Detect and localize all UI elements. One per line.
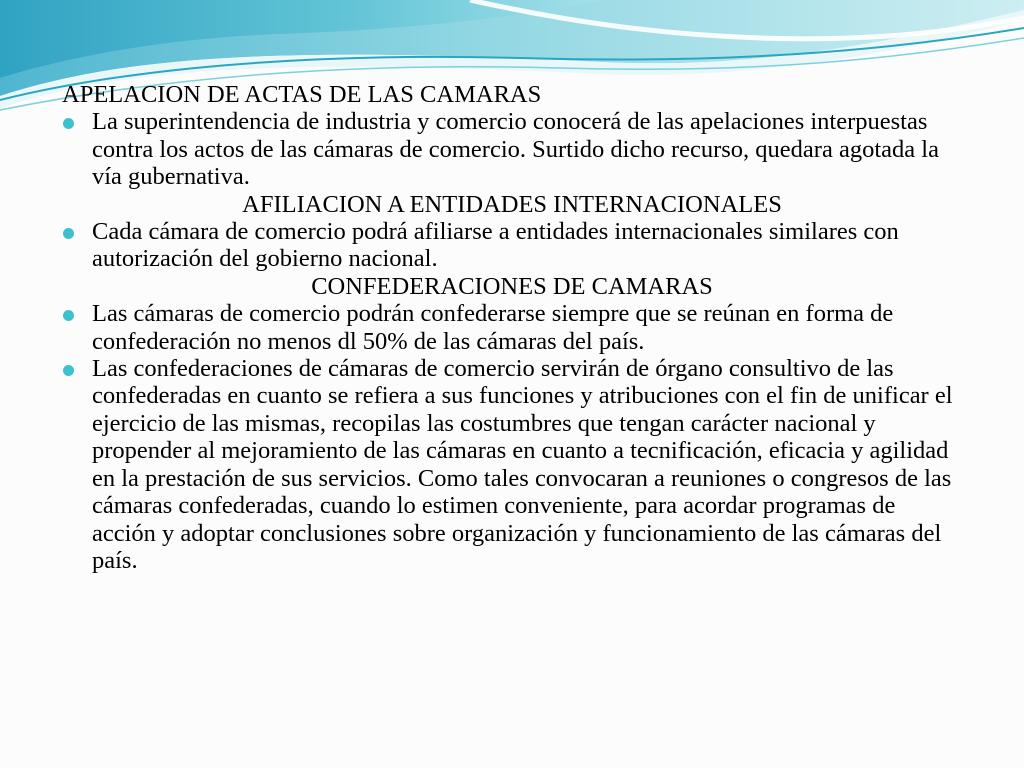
heading-apelacion: APELACION DE ACTAS DE LAS CAMARAS bbox=[62, 81, 542, 108]
slide-content bbox=[62, 81, 962, 574]
bullet-text: La superintendencia de industria y comercio conocerá de las apelaciones interpuestas contra los actos de las cámaras de comercio. Surtido dicho recurso, quedara agotada la vía gubernativa. bbox=[92, 108, 939, 191]
heading-afiliacion: AFILIACION A ENTIDADES INTERNACIONALES bbox=[242, 190, 782, 218]
bullet-list-1 bbox=[62, 108, 962, 190]
bullet-item bbox=[62, 355, 962, 574]
bullet-text: Las confederaciones de cámaras de comercio servirán de órgano consultivo de las confederadas en cuanto se refiera a sus funciones y atribuciones con el fin de unificar el ejercicio de las mismas, recopilas las costumbres que tengan carácter nacional y propender al mejoramiento de las cámaras en cuanto a tecnificación, eficacia y agilidad en la prestación de sus servicios. Como tales convocaran a reuniones o congresos de las cámaras confederadas, cuando lo estimen conveniente, para acordar programas de acción y adoptar conclusiones sobre organización y funcionamiento de las cámaras del país. bbox=[92, 355, 953, 574]
bullet-item bbox=[62, 108, 962, 190]
heading-confederaciones: CONFEDERACIONES DE CAMARAS bbox=[311, 272, 713, 300]
bullet-dot-icon bbox=[63, 365, 74, 376]
bullet-text: Las cámaras de comercio podrán confederarse siempre que se reúnan en forma de confederación no menos dl 50% de las cámaras del país. bbox=[92, 300, 894, 355]
bullet-item bbox=[62, 300, 962, 355]
bullet-dot-icon bbox=[63, 310, 74, 321]
bullet-list-3 bbox=[62, 300, 962, 574]
bullet-list-2 bbox=[62, 218, 962, 273]
bullet-dot-icon bbox=[63, 228, 74, 239]
bullet-item bbox=[62, 218, 962, 273]
bullet-text: Cada cámara de comercio podrá afiliarse a entidades internacionales similares con autorización del gobierno nacional. bbox=[92, 218, 899, 273]
bullet-dot-icon bbox=[63, 118, 74, 129]
